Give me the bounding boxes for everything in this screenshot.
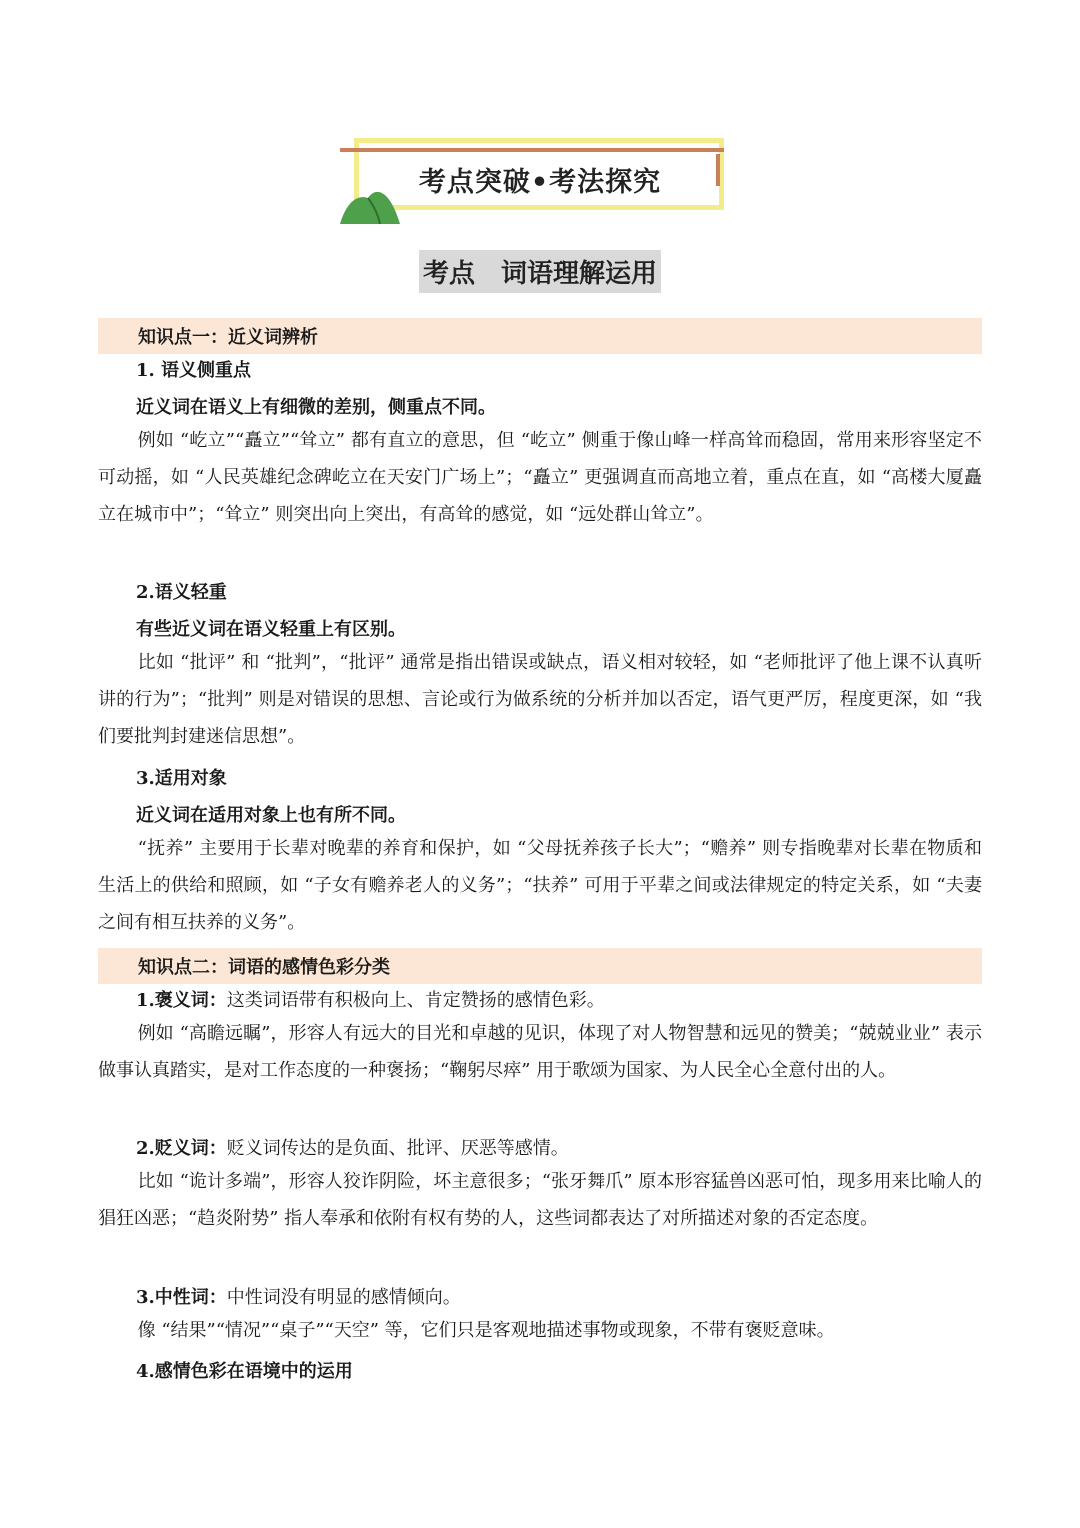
section-header-1 [98, 318, 982, 354]
lead-text: 近义词在适用对象上也有所不同。 [136, 805, 406, 826]
paragraph: “抚养” 主要用于长辈对晚辈的养育和保护，如 “父母抚养孩子长大”；“赡养” 则专指晚辈对长辈在物质和生活上的供给和照顾，如 “子女有赡养老人的义务”；“扶养” 可用于平辈之间或法律规定的特定关系，如 “夫妻之间有相互扶养的义务”。 [98, 838, 982, 933]
lead-text: 近义词在语义上有细微的差别，侧重点不同。 [136, 397, 496, 418]
term-text: 这类词语带有积极向上、肯定赞扬的感情色彩。 [226, 990, 605, 1011]
term-label: 3.中性词： [136, 1287, 227, 1308]
term-line [136, 1134, 569, 1160]
term-label: 2.贬义词： [136, 1138, 227, 1159]
term-line [136, 1283, 461, 1309]
subheading: 4.感情色彩在语境中的运用 [136, 1361, 353, 1382]
term-label: 1.褒义词： [136, 990, 227, 1011]
subheading: 2.语义轻重 [136, 582, 227, 603]
term-line [136, 986, 605, 1012]
paragraph: 比如 “诡计多端”，形容人狡诈阴险，坏主意很多；“张牙舞爪” 原本形容猛兽凶恶可怕，现多用来比喻人的猖狂凶恶；“趋炎附势” 指人奉承和依附有权有势的人，这些词都表达了对所描述对象的否定态度。 [98, 1171, 982, 1229]
section-title: 知识点一：近义词辨析 [138, 327, 318, 348]
mountain-icon [338, 186, 404, 224]
banner-title: 考点突破•考法探究 [418, 167, 662, 198]
term-text: 中性词没有明显的感情倾向。 [226, 1287, 461, 1308]
page-title-wrap [0, 250, 1080, 293]
term-text: 贬义词传达的是负面、批评、厌恶等感情。 [226, 1138, 569, 1159]
subheading: 1. 语义侧重点 [136, 360, 252, 381]
paragraph: 像 “结果”“情况”“桌子”“天空” 等，它们只是客观地描述事物或现象，不带有褒贬意味。 [137, 1320, 835, 1341]
banner-decoration-line [340, 148, 724, 152]
subheading: 3.适用对象 [136, 768, 227, 789]
paragraph: 比如 “批评” 和 “批判”，“批评” 通常是指出错误或缺点，语义相对较轻，如 “老师批评了他上课不认真听讲的行为”；“批判” 则是对错误的思想、言论或行为做系统的分析并加以否定，语气更严厉，程度更深，如 “我们要批判封建迷信思想”。 [98, 652, 982, 747]
paragraph: 例如 “高瞻远瞩”，形容人有远大的目光和卓越的见识，体现了对人物智慧和远见的赞美；“兢兢业业” 表示做事认真踏实，是对工作态度的一种褒扬；“鞠躬尽瘁” 用于歌颂为国家、为人民全心全意付出的人。 [98, 1023, 982, 1081]
section-header-2 [98, 948, 982, 984]
lead-text: 有些近义词在语义轻重上有区别。 [136, 619, 406, 640]
page-title: 考点 词语理解运用 [419, 250, 661, 293]
paragraph: 例如 “屹立”“矗立”“耸立” 都有直立的意思，但 “屹立” 侧重于像山峰一样高耸而稳固，常用来形容坚定不可动摇，如 “人民英雄纪念碑屹立在天安门广场上”；“矗立” 更强调直而高地立着，重点在直，如 “高楼大厦矗立在城市中”；“耸立” 则突出向上突出，有高耸的感觉，如 “远处群山耸立”。 [98, 430, 982, 525]
section-title: 知识点二：词语的感情色彩分类 [138, 957, 390, 978]
